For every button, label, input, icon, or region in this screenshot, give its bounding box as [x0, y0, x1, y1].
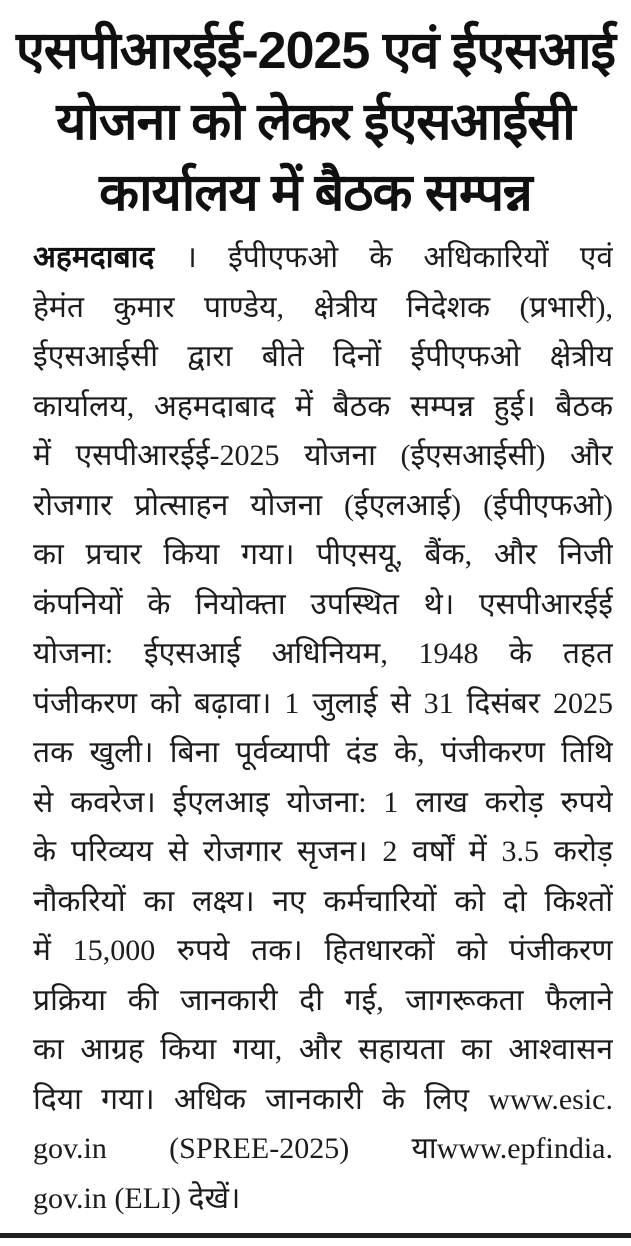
body-line: से कवरेज। ईएलआइ योजना: 1 लाख करोड़ रुपये — [33, 785, 613, 819]
body-line: रोजगार प्रोत्साहन योजना (ईएलआई) (ईपीएफओ) — [33, 488, 613, 522]
body-line: का आग्रह किया गया, और सहायता का आश्वासन — [33, 1033, 613, 1066]
headline-line: योजना को लेकर ईएसआईसी — [56, 93, 575, 151]
body-line-text: ईपीएफओ के अधिकारियों एवं — [228, 241, 613, 274]
body-line: के परिव्यय से रोजगार सृजन। 2 वर्षों में 3.5 करोड़ — [33, 835, 613, 868]
body-line-with-dateline — [33, 233, 613, 283]
body-line: कार्यालय, अहमदाबाद में बैठक सम्पन्न हुई। बैठक — [33, 389, 613, 423]
body-line: नौकरियों का लक्ष्य। नए कर्मचारियों को दो किश्तों — [33, 884, 613, 918]
body-line: पंजीकरण को बढ़ावा। 1 जुलाई से 31 दिसंबर 2025 — [33, 686, 613, 720]
article-body — [33, 233, 613, 1223]
body-line: का प्रचार किया गया। पीएसयू, बैंक, और निजी — [33, 538, 613, 571]
body-line-url-epfindia: gov.in (SPREE-2025) याwww.epfindia. — [33, 1132, 613, 1165]
body-line: में एसपीआरईई-2025 योजना (ईएसआईसी) और — [33, 439, 613, 472]
body-line: कंपनियों के नियोक्ता उपस्थित थे। एसपीआरईई — [33, 587, 613, 621]
body-line: योजना: ईएसआई अधिनियम, 1948 के तहत — [33, 637, 613, 670]
body-line: प्रक्रिया की जानकारी दी गई, जागरूकता फैलाने — [33, 983, 613, 1017]
body-line-last: gov.in (ELI) देखें। — [33, 1181, 241, 1215]
headline-line: एसपीआरईई-2025 एवं ईएसआई — [15, 22, 616, 80]
body-line-url-esic: दिया गया। अधिक जानकारी के लिए www.esic. — [33, 1082, 613, 1116]
article-headline — [0, 0, 631, 229]
dateline-separator: । — [185, 241, 197, 274]
body-line: हेमंत कुमार पाण्डेय, क्षेत्रीय निदेशक (प्रभारी), — [33, 290, 613, 324]
bottom-rule-divider — [0, 1233, 631, 1238]
dateline-city: अहमदाबाद — [33, 241, 155, 274]
body-line: तक खुली। बिना पूर्वव्यापी दंड के, पंजीकरण तिथि — [33, 736, 613, 769]
headline-line: कार्यालय में बैठक सम्पन्न — [99, 164, 532, 222]
body-line: ईएसआईसी द्वारा बीते दिनों ईपीएफओ क्षेत्रीय — [33, 340, 613, 373]
body-line: में 15,000 रुपये तक। हितधारकों को पंजीकरण — [33, 934, 613, 967]
